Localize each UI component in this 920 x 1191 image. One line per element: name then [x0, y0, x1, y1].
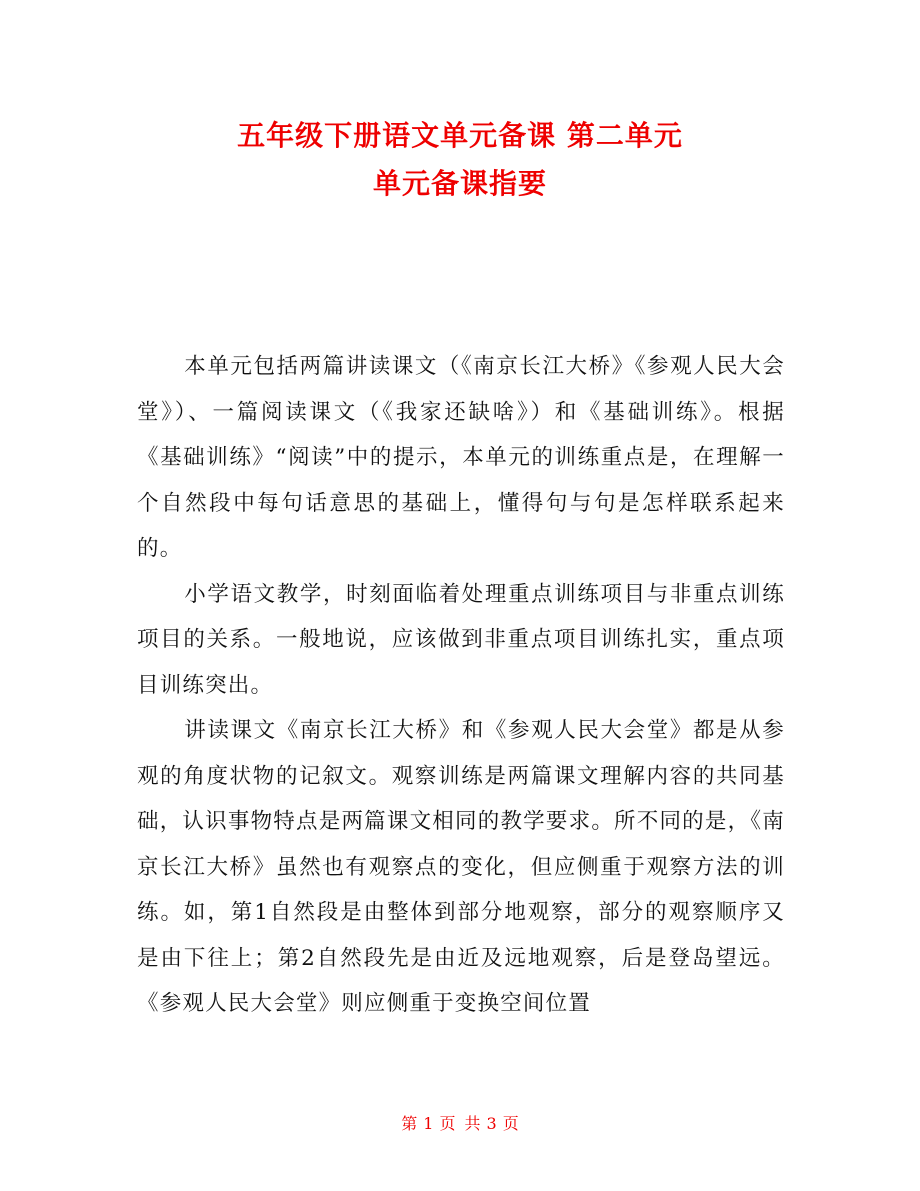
footer-middle: 页 共: [439, 1114, 481, 1133]
paragraph: 小学语文教学，时刻面临着处理重点训练项目与非重点训练项目的关系。一般地说，应该做到非重点项目训练扎实，重点项目训练突出。: [137, 581, 785, 698]
footer-total-pages: 3: [486, 1114, 497, 1133]
page-footer: [0, 1112, 920, 1136]
paragraph: 讲读课文《南京长江大桥》和《参观人民大会堂》都是从参观的角度状物的记叙文。观察训练是两篇课文理解内容的共同基础，认识事物特点是两篇课文相同的教学要求。所不同的是，《南京长江大桥》虽然也有观察点的变化，但应侧重于观察方法的训练。如，第1自然段是由整体到部分地观察，部分的观察顺序又是由下往上；第2自然段先是由近及远地观察，后是登岛望远。《参观人民大会堂》则应侧重于变换空间位置: [137, 718, 785, 1016]
document-body: [137, 344, 785, 1027]
footer-suffix: 页: [502, 1114, 519, 1133]
footer-prefix: 第: [401, 1114, 418, 1133]
paragraph: 本单元包括两篇讲读课文（《南京长江大桥》《参观人民大会堂》）、一篇阅读课文（《我家还缺啥》）和《基础训练》。根据《基础训练》“阅读”中的提示，本单元的训练重点是，在理解一个自然段中每句话意思的基础上，懂得句与句是怎样联系起来的。: [137, 354, 785, 561]
footer-current-page: 1: [423, 1114, 434, 1133]
document-title-line-2: 单元备课指要: [372, 167, 547, 200]
document-title-line-1: 五年级下册语文单元备课 第二单元: [237, 119, 683, 152]
